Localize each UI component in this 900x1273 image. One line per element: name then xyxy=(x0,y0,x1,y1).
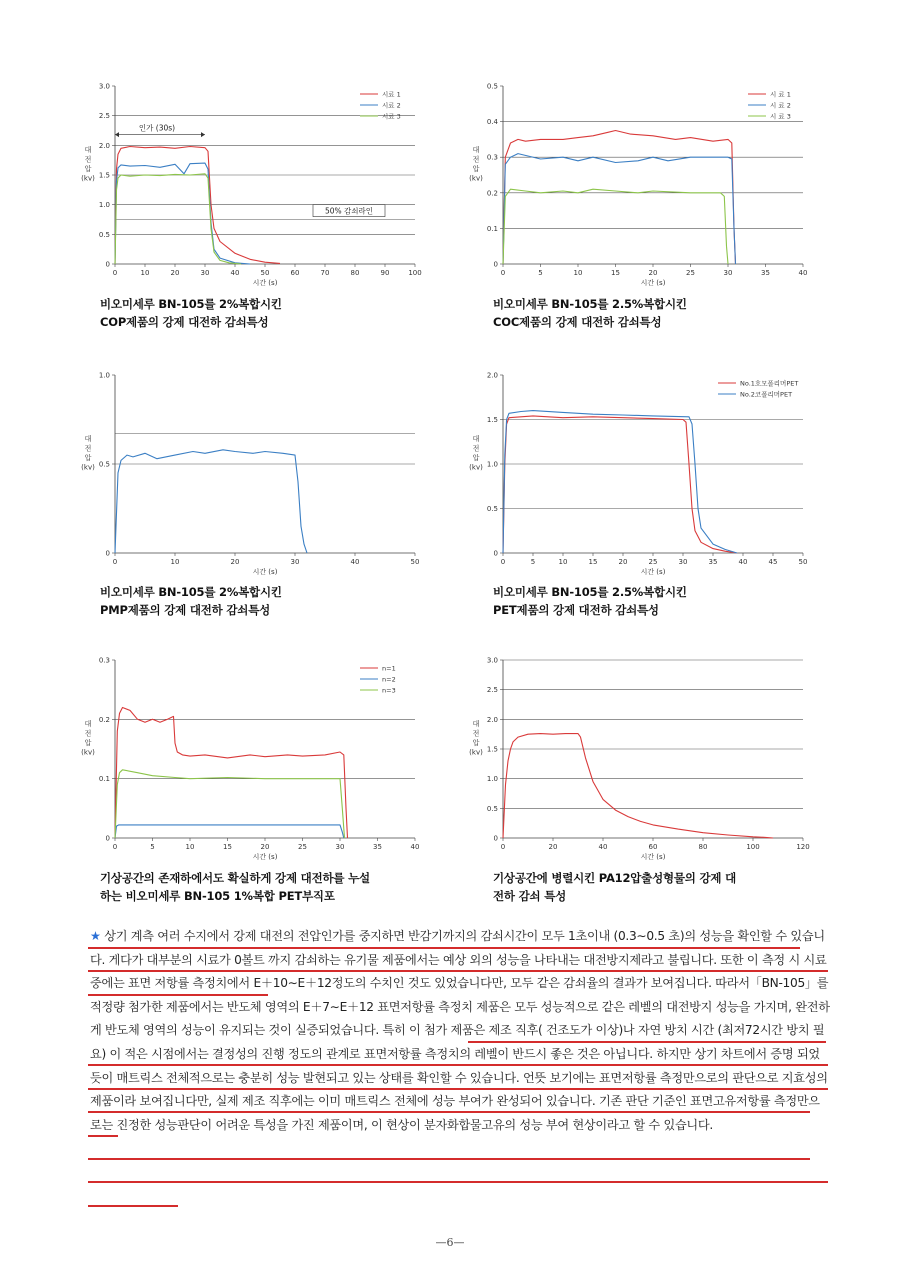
y-tick-label: 0 xyxy=(105,834,110,843)
y-tick-label: 0 xyxy=(493,260,498,269)
y-tick-label: 0.5 xyxy=(486,505,498,513)
chart-pmp-svg xyxy=(70,367,430,582)
y-tick-label: 1.5 xyxy=(486,745,498,754)
y-axis-label: 전 xyxy=(472,444,480,453)
y-tick-label: 0.1 xyxy=(486,224,498,233)
body-paragraph-block xyxy=(90,925,830,1137)
x-tick-label: 20 xyxy=(648,269,658,277)
y-axis-label: 대 xyxy=(84,145,92,154)
y-tick-label: 0.5 xyxy=(98,230,110,239)
y-tick-label: 2.0 xyxy=(98,141,110,150)
x-tick-label: 40 xyxy=(230,269,240,277)
x-tick-label: 0 xyxy=(500,269,506,277)
y-axis-label: 대 xyxy=(472,145,480,154)
legend-label: No.1호모폴리머PET xyxy=(740,379,799,388)
caption-cop xyxy=(100,295,282,331)
caption-cop-line1: 비오미세루 BN-105를 2%복합시킨 xyxy=(100,297,282,311)
y-axis-label: (kv) xyxy=(469,174,483,183)
arrow-head-icon xyxy=(201,132,205,137)
caption-pet-nonwoven-line1: 기상공간의 존재하에서도 확실하게 강제 대전하를 누설 xyxy=(100,871,370,885)
body-paragraph xyxy=(90,925,830,1137)
x-tick-label: 20 xyxy=(260,843,270,851)
chart-coc xyxy=(458,78,818,293)
chart-pet-nonwoven xyxy=(70,652,430,867)
legend-label: n=2 xyxy=(382,675,396,684)
y-tick-label: 0.5 xyxy=(486,804,498,813)
y-axis-label: 대 xyxy=(84,434,92,443)
y-tick-label: 1.5 xyxy=(486,416,498,424)
caption-coc-line1: 비오미세루 BN-105를 2.5%복합시킨 xyxy=(493,297,687,311)
caption-pmp xyxy=(100,583,282,619)
x-tick-label: 0 xyxy=(500,558,506,566)
x-axis-label: 시간 (s) xyxy=(252,279,278,287)
y-axis-label: (kv) xyxy=(81,463,95,472)
x-tick-label: 15 xyxy=(223,843,232,851)
y-axis-label: 압 xyxy=(84,164,92,173)
underline-9 xyxy=(88,1158,810,1160)
annotation-label: 인가 (30s) xyxy=(138,123,176,133)
caption-coc xyxy=(493,295,687,331)
chart-cop xyxy=(70,78,430,293)
chart-pa12 xyxy=(458,652,818,867)
x-tick-label: 10 xyxy=(573,269,583,277)
chart-cop-svg xyxy=(70,78,430,293)
y-tick-label: 1.0 xyxy=(98,201,110,210)
series-line-3 xyxy=(115,174,241,264)
underline-2 xyxy=(88,970,828,972)
y-tick-label: 0.3 xyxy=(98,656,110,665)
x-tick-label: 15 xyxy=(588,558,598,566)
y-axis-label: 전 xyxy=(472,729,480,738)
y-tick-label: 1.0 xyxy=(486,775,498,784)
y-tick-label: 0.5 xyxy=(98,460,110,469)
x-axis-label: 시간 (s) xyxy=(640,853,666,861)
legend-label: 시료 1 xyxy=(382,90,401,99)
y-axis-label: 압 xyxy=(472,738,480,747)
body-text: 상기 계측 여러 수지에서 강제 대전의 전압인가를 중지하면 반감기까지의 감쇠시간이 모두 1초이내 (0.3∼0.5 초)의 성능을 확인할 수 있습니다. 게다가 대부분의 시료가 0볼트 까지 감쇠하는 유기물 제품에서는 예상 외의 성능을 나타내는 대전방지제라고 불립니다. 또한 이 측정 시 시료 중에는 표면 저항률 측정치에서 E＋10∼E＋12정도의 수치인 것도 있었습니다만, 모두 같은 감쇠율의 결과가 보여집니다. 따라서「BN-105」를 적정량 첨가한 제품에서는 반도체 영역의 E＋7∼E＋12 표면저항률 측정치 제품은 모두 성능적으로 같은 레벨의 대전방지 성능을 가지며, 완전하게 반도체 영역의 성능이 유지되는 것이 실증되었습니다. 특히 이 첨가 제품은 제조 직후( 건조도가 이상)나 자연 방치 시간 (최저72시간 방치 필요) 이 적은 시점에서는 결정성의 진행 정도의 관계로 표면저항률 측정치의 레벨이 반드시 좋은 것은 아닙니다. 하지만 상기 차트에서 증명 되었듯이 매트릭스 전체적으로는 충분히 성능 발현되고 있는 상태를 확인할 수 있습니다. 언뜻 보기에는 표면저항률 측정만으로의 판단으로 지효성의 제품이라 보여집니다만, 실제 제조 직후에는 이미 매트릭스 전체에 성능 부여가 완성되어 있습니다. 기존 판단 기준인 표면고유저항률 측정만으로는 진정한 성능판단이 어려운 특성을 가진 제품이며, 이 현상이 분자화합물고유의 성능 부여 현상이라고 할 수 있습니다. xyxy=(90,929,830,1132)
chart-pa12-svg xyxy=(458,652,818,867)
y-tick-label: 0.3 xyxy=(486,153,498,162)
caption-pet-line1: 비오미세루 BN-105를 2.5%복합시킨 xyxy=(493,585,687,599)
caption-cop-line2: COP제품의 강제 대전하 감쇠특성 xyxy=(100,315,269,329)
x-tick-label: 30 xyxy=(335,843,345,851)
chart-pmp xyxy=(70,367,430,582)
underline-4 xyxy=(468,1041,826,1043)
y-axis-label: 대 xyxy=(84,719,92,728)
x-tick-label: 30 xyxy=(290,558,300,566)
x-tick-label: 10 xyxy=(185,843,195,851)
series-line-3 xyxy=(503,189,728,264)
x-tick-label: 40 xyxy=(598,843,608,851)
y-tick-label: 1.5 xyxy=(98,171,110,180)
x-tick-label: 10 xyxy=(170,558,180,566)
page-number: —6— xyxy=(435,1236,465,1249)
legend-label: n=3 xyxy=(382,686,396,695)
caption-coc-line2: COC제품의 강제 대전하 감쇠특성 xyxy=(493,315,662,329)
x-tick-label: 40 xyxy=(350,558,360,566)
arrow-head-icon xyxy=(115,132,119,137)
x-tick-label: 90 xyxy=(380,269,390,277)
x-tick-label: 15 xyxy=(611,269,620,277)
caption-pmp-line2: PMP제품의 강제 대전하 감쇠특성 xyxy=(100,603,271,617)
underline-1 xyxy=(88,947,800,949)
x-axis-label: 시간 (s) xyxy=(252,568,278,576)
y-tick-label: 0 xyxy=(105,549,110,558)
y-axis-label: 압 xyxy=(84,738,92,747)
x-tick-label: 100 xyxy=(408,269,422,277)
x-tick-label: 40 xyxy=(798,269,808,277)
x-tick-label: 5 xyxy=(150,843,155,851)
y-axis-label: 전 xyxy=(84,444,92,453)
y-tick-label: 0.5 xyxy=(486,82,498,91)
y-tick-label: 0.1 xyxy=(98,775,110,784)
x-axis-label: 시간 (s) xyxy=(252,853,278,861)
y-axis-label: 전 xyxy=(84,155,92,164)
x-tick-label: 70 xyxy=(320,269,330,277)
legend-label: 시 료 3 xyxy=(770,112,791,121)
chart-pet-svg xyxy=(458,367,818,582)
chart-pet xyxy=(458,367,818,582)
series-line-1 xyxy=(115,450,307,553)
y-tick-label: 1.0 xyxy=(98,371,110,380)
series-line-2 xyxy=(115,825,344,838)
y-axis-label: 전 xyxy=(84,729,92,738)
y-axis-label: (kv) xyxy=(81,748,95,757)
x-tick-label: 25 xyxy=(686,269,695,277)
caption-pa12-line2: 전하 감쇠 특성 xyxy=(493,889,567,903)
x-tick-label: 60 xyxy=(290,269,300,277)
x-tick-label: 25 xyxy=(648,558,658,566)
y-tick-label: 3.0 xyxy=(98,82,110,91)
caption-pa12-line1: 기상공간에 병렬시킨 PA12압출성형물의 강제 대 xyxy=(493,871,737,885)
x-tick-label: 100 xyxy=(746,843,760,851)
y-axis-label: 전 xyxy=(472,155,480,164)
legend-label: No.2코폴리머PET xyxy=(740,390,793,399)
underline-5 xyxy=(88,1064,828,1066)
caption-pet-nonwoven xyxy=(100,869,370,905)
x-tick-label: 30 xyxy=(723,269,733,277)
x-axis-label: 시간 (s) xyxy=(640,568,666,576)
x-tick-label: 35 xyxy=(708,558,718,566)
chart-coc-svg xyxy=(458,78,818,293)
underline-7 xyxy=(88,1111,810,1113)
y-axis-label: 압 xyxy=(472,453,480,462)
star-icon: ★ xyxy=(90,929,101,943)
x-tick-label: 120 xyxy=(796,843,810,851)
series-line-2 xyxy=(503,411,737,553)
legend-label: 시료 3 xyxy=(382,112,401,121)
x-tick-label: 40 xyxy=(410,843,420,851)
y-axis-label: (kv) xyxy=(469,748,483,757)
x-tick-label: 80 xyxy=(698,843,708,851)
x-axis-label: 시간 (s) xyxy=(640,279,666,287)
x-tick-label: 25 xyxy=(298,843,307,851)
x-tick-label: 5 xyxy=(538,269,543,277)
x-tick-label: 0 xyxy=(112,558,118,566)
caption-pet-line2: PET제품의 강제 대전하 감쇠특성 xyxy=(493,603,659,617)
series-line-1 xyxy=(503,416,737,553)
x-tick-label: 35 xyxy=(373,843,382,851)
x-tick-label: 50 xyxy=(410,558,420,566)
x-tick-label: 5 xyxy=(530,558,536,566)
y-tick-label: 0.2 xyxy=(98,715,110,724)
series-line-1 xyxy=(115,147,280,265)
x-tick-label: 30 xyxy=(200,269,210,277)
y-axis-label: 압 xyxy=(472,164,480,173)
y-tick-label: 1.0 xyxy=(486,460,498,469)
legend-label: n=1 xyxy=(382,664,396,673)
underline-3 xyxy=(88,994,268,996)
y-tick-label: 0 xyxy=(105,260,110,269)
y-tick-label: 3.0 xyxy=(486,656,498,665)
y-tick-label: 0.2 xyxy=(486,189,498,198)
x-tick-label: 40 xyxy=(738,558,748,566)
y-tick-label: 2.5 xyxy=(486,686,498,695)
caption-pet xyxy=(493,583,687,619)
x-tick-label: 20 xyxy=(618,558,628,566)
caption-pet-nonwoven-line2: 하는 비오미세루 BN-105 1%복합 PET부직포 xyxy=(100,889,335,903)
x-tick-label: 10 xyxy=(140,269,150,277)
y-axis-label: (kv) xyxy=(469,463,483,472)
x-tick-label: 35 xyxy=(761,269,770,277)
x-tick-label: 20 xyxy=(548,843,558,851)
series-line-2 xyxy=(503,154,736,264)
underline-8 xyxy=(88,1135,118,1137)
y-tick-label: 0 xyxy=(493,834,498,843)
x-tick-label: 45 xyxy=(768,558,778,566)
x-tick-label: 80 xyxy=(350,269,360,277)
y-tick-label: 2.0 xyxy=(486,715,498,724)
underline-10 xyxy=(88,1181,828,1183)
chart-pet-nonwoven-svg xyxy=(70,652,430,867)
x-tick-label: 50 xyxy=(798,558,808,566)
series-line-1 xyxy=(115,708,348,839)
series-line-1 xyxy=(503,131,736,265)
y-tick-label: 2.5 xyxy=(98,112,110,121)
caption-pmp-line1: 비오미세루 BN-105를 2%복합시킨 xyxy=(100,585,282,599)
x-tick-label: 20 xyxy=(230,558,240,566)
annotation-label: 50% 감쇠라인 xyxy=(324,206,374,216)
x-tick-label: 20 xyxy=(170,269,180,277)
y-tick-label: 0 xyxy=(493,549,498,558)
x-tick-label: 0 xyxy=(500,843,506,851)
x-tick-label: 30 xyxy=(678,558,688,566)
underline-11 xyxy=(88,1205,178,1207)
x-tick-label: 50 xyxy=(260,269,270,277)
y-axis-label: (kv) xyxy=(81,174,95,183)
y-axis-label: 대 xyxy=(472,719,480,728)
x-tick-label: 0 xyxy=(112,843,118,851)
caption-pa12 xyxy=(493,869,736,905)
y-axis-label: 압 xyxy=(84,453,92,462)
legend-label: 시 료 1 xyxy=(770,90,791,99)
series-line-3 xyxy=(115,770,345,838)
x-tick-label: 0 xyxy=(112,269,118,277)
y-axis-label: 대 xyxy=(472,434,480,443)
y-tick-label: 2.0 xyxy=(486,371,498,380)
underline-6 xyxy=(88,1088,828,1090)
x-tick-label: 10 xyxy=(558,558,568,566)
legend-label: 시 료 2 xyxy=(770,101,791,110)
x-tick-label: 60 xyxy=(648,843,658,851)
legend-label: 시료 2 xyxy=(382,101,401,110)
y-tick-label: 0.4 xyxy=(486,118,498,127)
